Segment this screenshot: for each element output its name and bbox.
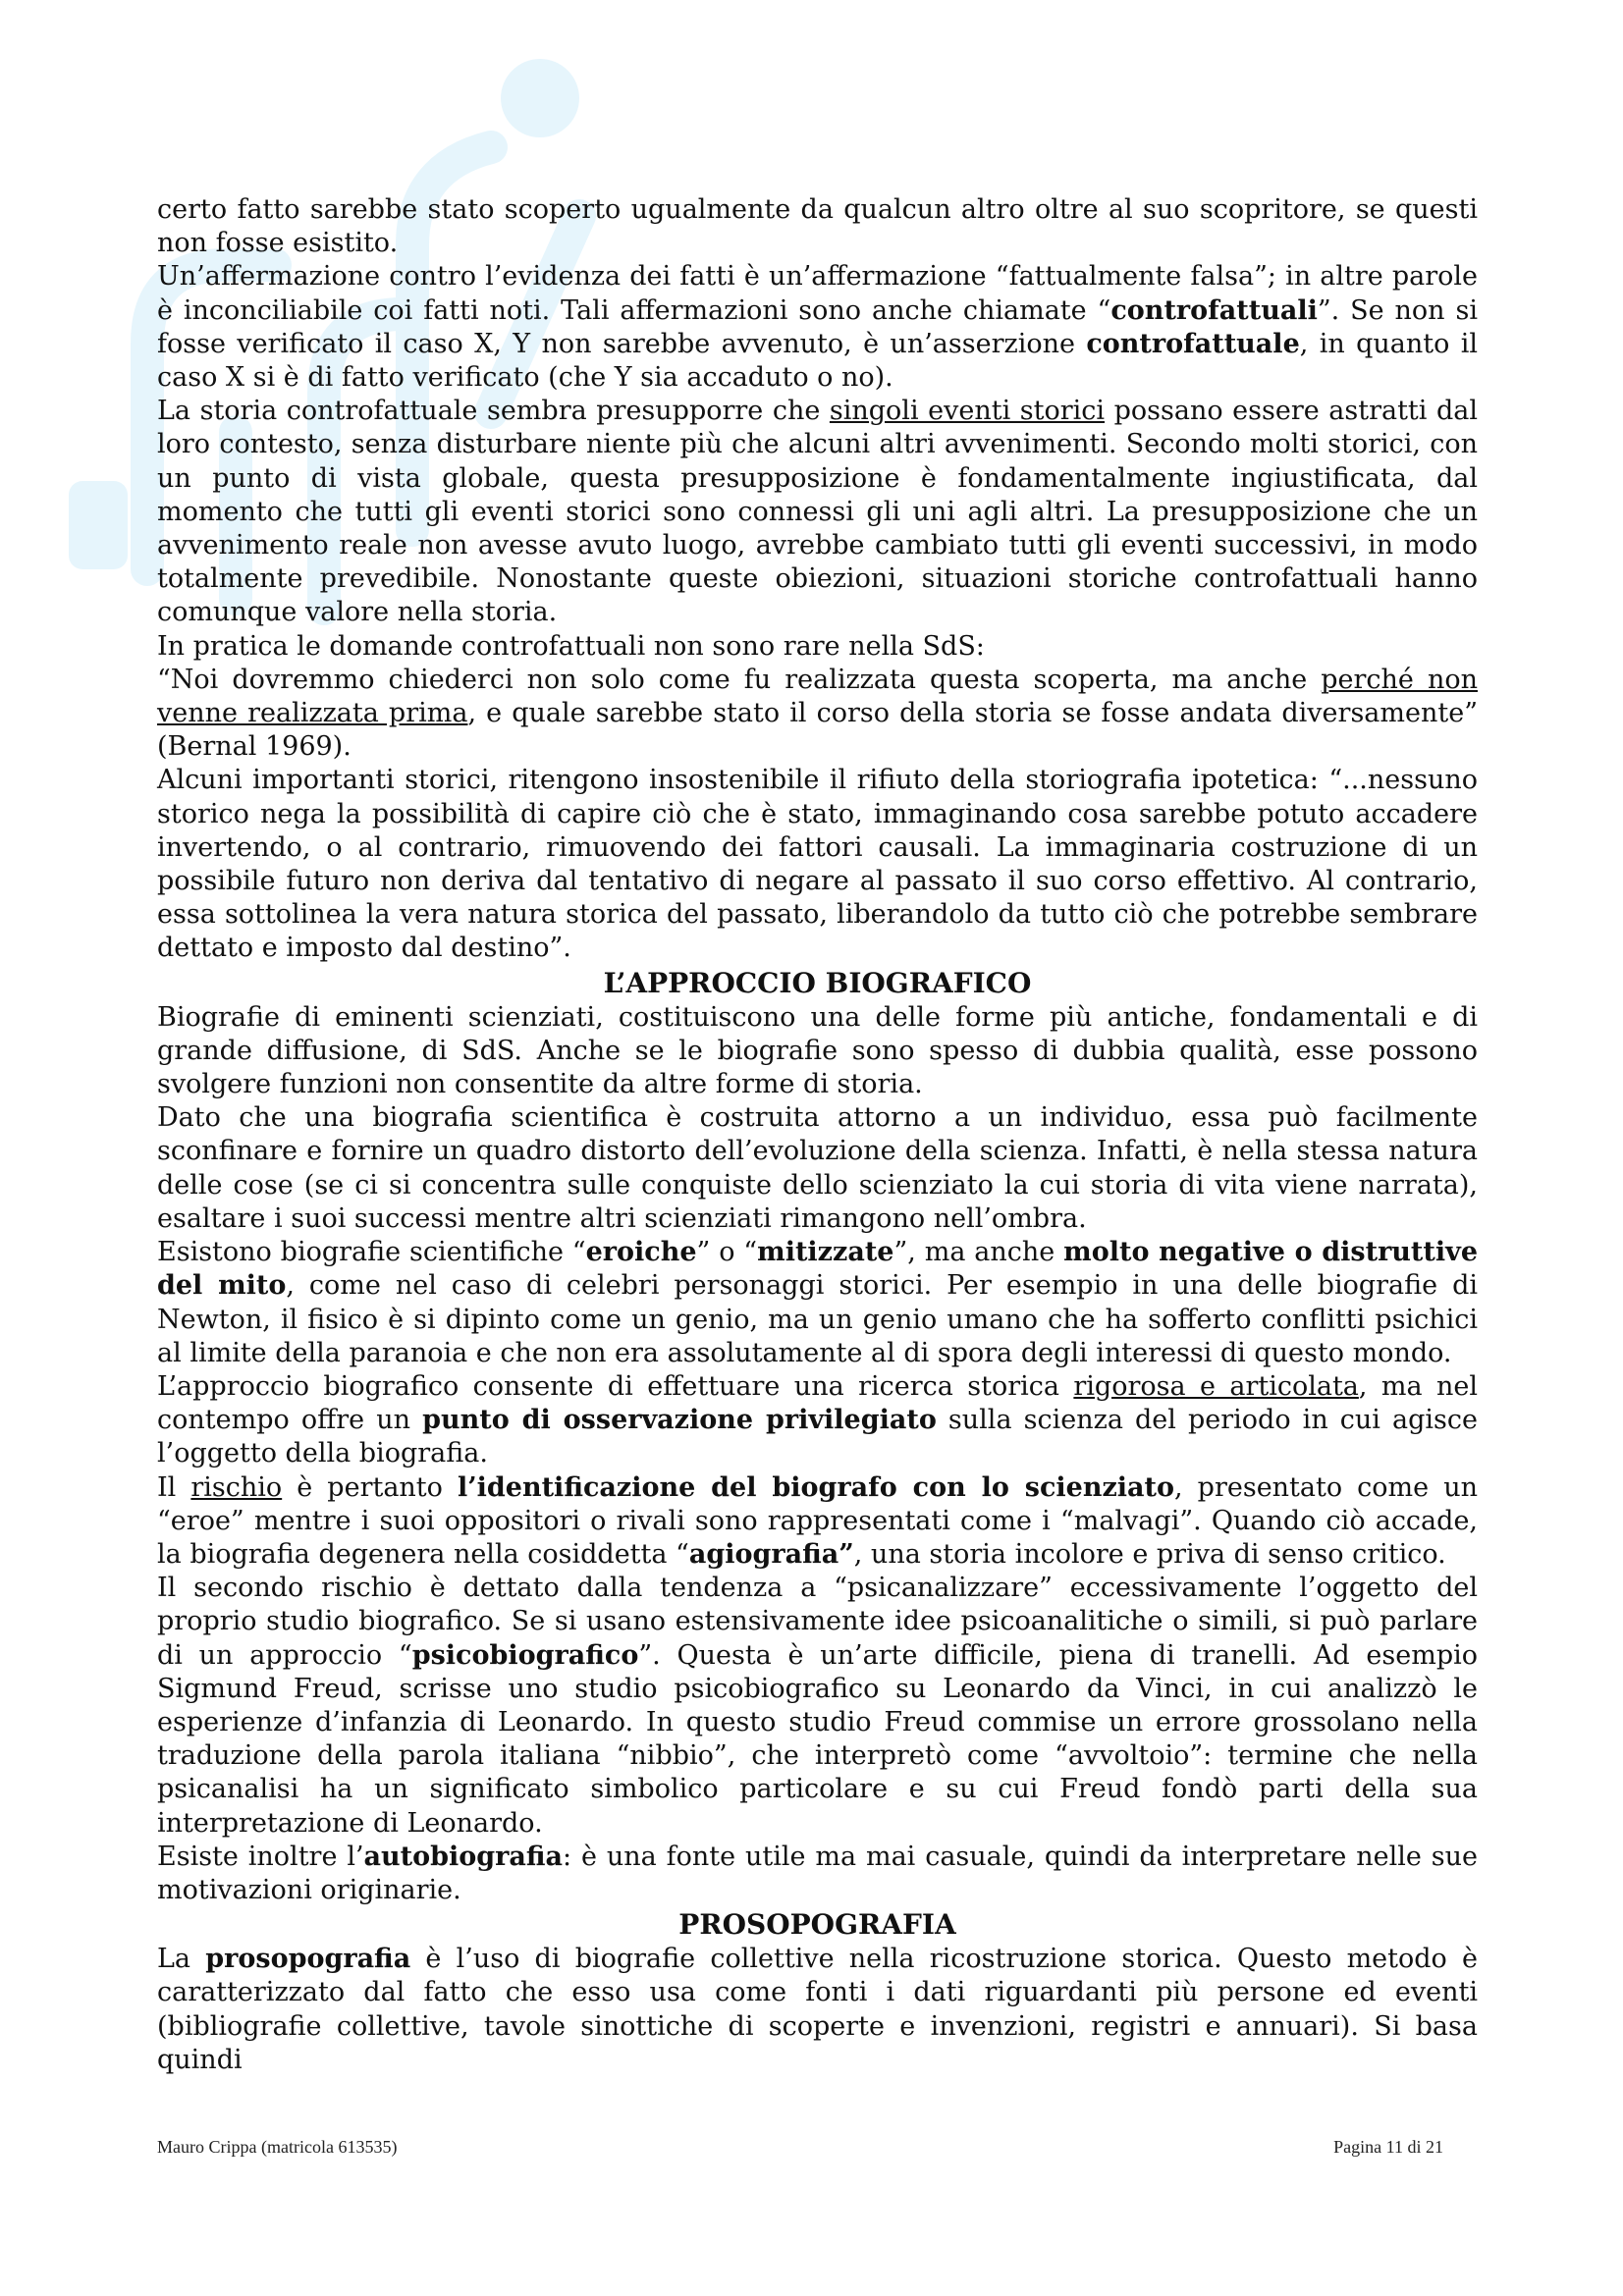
bold-term: psicobiografico bbox=[411, 1639, 639, 1671]
paragraph: In pratica le domande controfattuali non sono rare nella SdS: bbox=[157, 630, 985, 662]
section-heading: L’APPROCCIO BIOGRAFICO bbox=[603, 966, 1032, 999]
paragraph: certo fatto sarebbe stato scoperto ugualmente da qualcun altro oltre al suo scopritore, se questi non fosse esistito. bbox=[157, 194, 1478, 259]
bold-term: mitizzate bbox=[757, 1237, 894, 1268]
bold-term: agiografia” bbox=[688, 1538, 854, 1570]
bold-term: autobiografia bbox=[363, 1841, 564, 1872]
underlined-phrase: singoli eventi storici bbox=[829, 396, 1106, 427]
bold-term: eroiche bbox=[585, 1237, 697, 1268]
paragraph: L’approccio biografico consente di effettuare una ricerca storica rigorosa e articolata, ma nel contempo offre un punto di osservazione privilegiato sulla scienza del periodo in cui agisce l’oggetto della biografia. bbox=[157, 1370, 1479, 1469]
paragraph: Un’affermazione contro l’evidenza dei fatti è un’affermazione “fattualmente falsa”; in altre parole è inconciliabile coi fatti noti. Tali affermazioni sono anche chiamate “controfattuali”. Se non si fosse verificato il caso X, Y non sarebbe avvenuto, è un’asserzione controfattuale, in quanto il caso X si è di fatto verificato (che Y sia accaduto o no). bbox=[157, 261, 1479, 394]
paragraph: Dato che una biografia scientifica è costruita attorno a un individuo, essa può facilmente sconfinare e fornire un quadro distorto dell’evoluzione della scienza. Infatti, è nella stessa natura delle cose (se ci si concentra sulle conquiste dello scienziato la cui storia di vita viene narrata), esaltare i suoi successi mentre altri scienziati rimangono nell’ombra. bbox=[157, 1102, 1478, 1234]
paragraph: La storia controfattuale sembra presupporre che singoli eventi storici possano essere astratti dal loro contesto, senza disturbare niente più che alcuni altri avvenimenti. Secondo molti storici, con un punto di vista globale, questa presupposizione è fondamentalmente ingiustificata, dal momento che tutti gli eventi storici sono connessi gli uni agli altri. La presupposizione che un avvenimento reale non avesse avuto luogo, avrebbe cambiato tutti gli eventi successivi, in modo totalmente prevedibile. Nonostante queste obiezioni, situazioni storiche controfattuali hanno comunque valore nella storia. bbox=[157, 396, 1478, 628]
underlined-phrase: perché non venne realizzata prima bbox=[157, 664, 1478, 729]
bold-term: controfattuali bbox=[1110, 294, 1318, 326]
footer-author: Mauro Crippa (matricola 613535) bbox=[157, 2137, 398, 2157]
paragraph: La prosopografia è l’uso di biografie collettive nella ricostruzione storica. Questo metodo è caratterizzato dal fatto che esso usa come fonti i dati riguardanti più persone ed eventi (bibliografie collettive, tavole sinottiche di scoperte e invenzioni, registri e annuari). Si basa quindi bbox=[157, 1944, 1478, 2075]
paragraph: Il secondo rischio è dettato dalla tendenza a “psicanalizzare” eccessivamente l’oggetto del proprio studio biografico. Se si usano estensivamente idee psicoanalitiche o simili, si può parlare di un approccio “psicobiografico”. Questa è un’arte difficile, piena di tranelli. Ad esempio Sigmund Freud, scrisse uno studio psicobiografico su Leonardo da Vinci, in cui analizzò le esperienze d’infanzia di Leonardo. In questo studio Freud commise un errore grossolano nella traduzione della parola italiana “nibbio”, che interpretò come “avvoltoio”: termine che nella psicanalisi ha un significato simbolico particolare e su cui Freud fondò parti della sua interpretazione di Leonardo. bbox=[157, 1573, 1478, 1839]
bold-term: l’identificazione del biografo con lo scienziato bbox=[457, 1471, 1175, 1503]
bold-term: prosopografia bbox=[205, 1944, 411, 1975]
bold-term: punto di osservazione privilegiato bbox=[422, 1405, 937, 1436]
footer-page-number: Pagina 11 di 21 bbox=[1333, 2137, 1443, 2157]
underlined-phrase: rigorosa e articolata bbox=[1073, 1370, 1359, 1402]
paragraph: Biografie di eminenti scienziati, costituiscono una delle forme più antiche, fondamentali e di grande diffusione, di SdS. Anche se le biografie sono spesso di dubbia qualità, esse possono svolgere funzioni non consentite da altre forme di storia. bbox=[157, 1001, 1478, 1100]
bold-term: molto negative o distruttive del mito bbox=[157, 1237, 1479, 1302]
bold-term: controfattuale bbox=[1086, 328, 1300, 359]
document-body bbox=[157, 193, 1478, 2077]
underlined-phrase: rischio bbox=[190, 1471, 283, 1503]
paragraph: Il rischio è pertanto l’identificazione del biografo con lo scienziato, presentato come un “eroe” mentre i suoi oppositori o rivali sono rappresentati come i “malvagi”. Quando ciò accade, la biografia degenera nella cosiddetta “agiografia”, una storia incolore e priva di senso critico. bbox=[157, 1471, 1478, 1570]
paragraph: Esistono biografie scientifiche “eroiche” o “mitizzate”, ma anche molto negative o distruttive del mito, come nel caso di celebri personaggi storici. Per esempio in una delle biografie di Newton, il fisico è si dipinto come un genio, ma un genio umano che ha sofferto conflitti psichici al limite della paranoia e che non era assolutamente al di spora degli interessi di questo mondo. bbox=[157, 1237, 1479, 1368]
paragraph: Alcuni importanti storici, ritengono insostenibile il rifiuto della storiografia ipotetica: “...nessuno storico nega la possibilità di capire ciò che è stato, immaginando cosa sarebbe potuto accadere invertendo, o al contrario, rimuovendo dei fattori causali. La immaginaria costruzione di un possibile futuro non deriva dal tentativo di negare al passato il suo corso effettivo. Al contrario, essa sottolinea la vera natura storica del passato, liberandolo da tutto ciò che potrebbe sembrare dettato e imposto dal destino”. bbox=[157, 765, 1478, 964]
section-heading: PROSOPOGRAFIA bbox=[678, 1908, 956, 1942]
quote-paragraph: “Noi dovremmo chiederci non solo come fu realizzata questa scoperta, ma anche perché non venne realizzata prima, e quale sarebbe stato il corso della storia se fosse andata diversamente” (Bernal 1969). bbox=[157, 664, 1478, 763]
paragraph: Esiste inoltre l’autobiografia: è una fonte utile ma mai casuale, quindi da interpretare nelle sue motivazioni originarie. bbox=[157, 1841, 1479, 1905]
